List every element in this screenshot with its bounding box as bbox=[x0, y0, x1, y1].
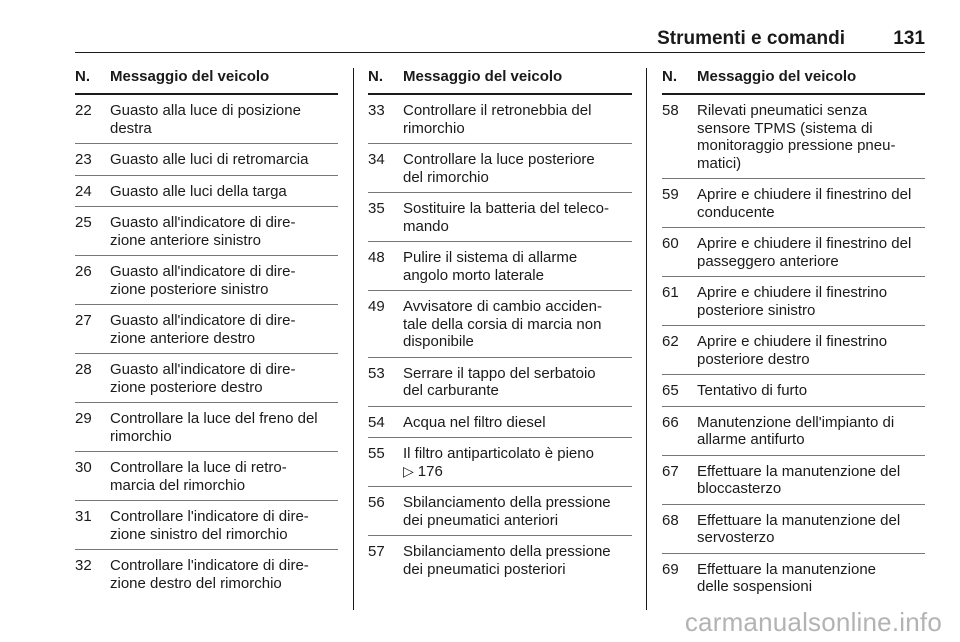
message-number: 34 bbox=[368, 151, 385, 168]
message-number: 53 bbox=[368, 364, 385, 382]
message-number: 22 bbox=[75, 102, 92, 119]
table-row bbox=[75, 256, 338, 305]
message-number: 23 bbox=[75, 151, 92, 168]
message-text bbox=[697, 463, 925, 498]
message-line: conducente bbox=[697, 203, 775, 221]
message-line: Guasto alla luce di posizione bbox=[110, 102, 301, 119]
message-number: 58 bbox=[662, 102, 679, 119]
message-line: Sbilanciamento della pressione bbox=[403, 543, 611, 560]
table-row bbox=[75, 305, 338, 354]
message-text bbox=[403, 543, 632, 578]
message-number: 31 bbox=[75, 508, 92, 525]
message-line: Acqua nel filtro diesel bbox=[403, 413, 546, 431]
message-text bbox=[403, 414, 632, 432]
table-row bbox=[662, 277, 925, 326]
message-line: dei pneumatici anteriori bbox=[403, 511, 559, 529]
message-number: 66 bbox=[662, 413, 679, 431]
table-body bbox=[75, 95, 338, 598]
table-row bbox=[75, 452, 338, 501]
table-row bbox=[662, 95, 925, 179]
message-text bbox=[110, 361, 338, 396]
message-line: Controllare la luce del freno del bbox=[110, 410, 318, 427]
table-row bbox=[75, 207, 338, 256]
table-row bbox=[662, 326, 925, 375]
header-number: N. bbox=[75, 68, 90, 85]
message-line: Aprire e chiudere il finestrino bbox=[697, 333, 888, 350]
message-line: Controllare il retronebbia del bbox=[403, 102, 592, 119]
table-row bbox=[75, 144, 338, 176]
table-column-3 bbox=[662, 68, 925, 602]
table-row bbox=[368, 536, 632, 584]
table-row bbox=[368, 193, 632, 242]
message-text bbox=[697, 512, 925, 547]
table-header bbox=[662, 68, 925, 95]
table-row bbox=[368, 438, 632, 487]
message-text bbox=[110, 459, 338, 494]
message-text bbox=[110, 508, 338, 543]
table-row bbox=[368, 358, 632, 407]
message-text bbox=[110, 151, 338, 169]
table-row bbox=[662, 554, 925, 602]
message-line: Il filtro antiparticolato è pieno bbox=[403, 445, 594, 462]
header-number: N. bbox=[368, 68, 383, 85]
message-line: Aprire e chiudere il finestrino del bbox=[697, 186, 912, 203]
message-text bbox=[697, 414, 925, 449]
message-text bbox=[697, 284, 925, 319]
table-row bbox=[368, 407, 632, 439]
message-text bbox=[403, 102, 632, 137]
message-text bbox=[110, 263, 338, 298]
message-number: 60 bbox=[662, 235, 679, 252]
message-line: zione posteriore sinistro bbox=[110, 280, 269, 298]
message-text bbox=[697, 333, 925, 368]
message-number: 57 bbox=[368, 543, 385, 560]
message-text bbox=[697, 561, 925, 596]
message-line: Tentativo di furto bbox=[697, 382, 808, 399]
message-line: bloccasterzo bbox=[697, 480, 782, 497]
message-line: passeggero anteriore bbox=[697, 252, 839, 270]
page-number: 131 bbox=[893, 28, 925, 49]
column-divider bbox=[353, 68, 354, 610]
table-row bbox=[662, 228, 925, 277]
table-row bbox=[662, 407, 925, 456]
page-reference-link[interactable] bbox=[403, 463, 632, 481]
table-row bbox=[75, 95, 338, 144]
message-line: del rimorchio bbox=[403, 168, 489, 186]
message-line: del carburante bbox=[403, 382, 499, 399]
table-body bbox=[368, 95, 632, 584]
message-text bbox=[110, 557, 338, 592]
message-line: Manutenzione dell'impianto di bbox=[697, 413, 895, 431]
message-number: 25 bbox=[75, 214, 92, 231]
message-line: servosterzo bbox=[697, 529, 775, 546]
message-line: monitoraggio pressione pneu- bbox=[697, 137, 896, 154]
message-number: 30 bbox=[75, 459, 92, 476]
message-text bbox=[697, 382, 925, 400]
message-number: 26 bbox=[75, 263, 92, 280]
message-line: posteriore destro bbox=[697, 350, 810, 368]
watermark: carmanualsonline.info bbox=[684, 607, 942, 637]
message-number: 27 bbox=[75, 312, 92, 329]
message-number: 48 bbox=[368, 249, 385, 266]
message-line: matici) bbox=[697, 154, 742, 172]
message-line: Rilevati pneumatici senza bbox=[697, 102, 868, 119]
message-text bbox=[403, 298, 632, 351]
message-line: Effettuare la manutenzione bbox=[697, 560, 877, 578]
message-text bbox=[110, 183, 338, 201]
message-line: sensore TPMS (sistema di bbox=[697, 119, 873, 137]
message-line: tale della corsia di marcia non bbox=[403, 315, 602, 333]
message-text bbox=[403, 445, 632, 480]
message-line: Controllare la luce di retro- bbox=[110, 459, 287, 476]
page-reference-number: 176 bbox=[417, 462, 443, 480]
table-row bbox=[368, 95, 632, 144]
table-row bbox=[662, 456, 925, 505]
table-row bbox=[662, 179, 925, 228]
table-row bbox=[75, 354, 338, 403]
section-title: Strumenti e comandi bbox=[657, 28, 845, 49]
message-text bbox=[403, 151, 632, 186]
message-text bbox=[110, 410, 338, 445]
message-line: zione sinistro del rimorchio bbox=[110, 525, 288, 543]
message-number: 55 bbox=[368, 445, 385, 462]
message-line: Aprire e chiudere il finestrino del bbox=[697, 235, 912, 252]
table-body bbox=[662, 95, 925, 602]
table-row bbox=[368, 291, 632, 358]
table-column-2 bbox=[368, 68, 632, 584]
message-number: 69 bbox=[662, 560, 679, 578]
header-number: N. bbox=[662, 68, 677, 85]
message-line: Serrare il tappo del serbatoio bbox=[403, 364, 596, 382]
table-row bbox=[75, 501, 338, 550]
message-text bbox=[697, 235, 925, 270]
message-number: 35 bbox=[368, 200, 385, 217]
column-divider bbox=[646, 68, 647, 610]
message-line: Effettuare la manutenzione del bbox=[697, 511, 901, 529]
message-line: rimorchio bbox=[110, 427, 172, 445]
message-text bbox=[403, 365, 632, 400]
message-text bbox=[403, 249, 632, 284]
message-number: 29 bbox=[75, 410, 92, 427]
message-line: zione anteriore sinistro bbox=[110, 231, 261, 249]
message-number: 59 bbox=[662, 186, 679, 203]
message-line: Pulire il sistema di allarme bbox=[403, 249, 578, 266]
message-line: Guasto all'indicatore di dire- bbox=[110, 263, 296, 280]
message-line: Effettuare la manutenzione del bbox=[697, 462, 901, 480]
message-line: Avvisatore di cambio acciden- bbox=[403, 298, 602, 315]
table-header bbox=[75, 68, 338, 95]
message-line: zione anteriore destro bbox=[110, 329, 256, 347]
message-line: Controllare l'indicatore di dire- bbox=[110, 557, 309, 574]
message-number: 67 bbox=[662, 462, 679, 480]
table-row bbox=[662, 505, 925, 554]
table-row bbox=[75, 550, 338, 598]
message-line: mando bbox=[403, 217, 449, 235]
message-line: Aprire e chiudere il finestrino bbox=[697, 284, 888, 301]
message-number: 28 bbox=[75, 361, 92, 378]
message-line: Guasto all'indicatore di dire- bbox=[110, 214, 296, 231]
message-line: angolo morto laterale bbox=[403, 266, 544, 284]
table-row bbox=[368, 242, 632, 291]
message-text bbox=[697, 186, 925, 221]
message-line: Controllare l'indicatore di dire- bbox=[110, 508, 309, 525]
message-text bbox=[110, 102, 338, 137]
message-number: 49 bbox=[368, 298, 385, 315]
message-line: Guasto all'indicatore di dire- bbox=[110, 361, 296, 378]
message-number: 54 bbox=[368, 413, 385, 431]
table-column-1 bbox=[75, 68, 338, 598]
page-reference-icon: ▷ bbox=[403, 462, 414, 479]
table-row bbox=[368, 144, 632, 193]
message-number: 65 bbox=[662, 382, 679, 399]
message-number: 24 bbox=[75, 182, 92, 200]
message-number: 61 bbox=[662, 284, 679, 301]
message-line: Guasto alle luci di retromarcia bbox=[110, 151, 309, 168]
message-line: Controllare la luce posteriore bbox=[403, 151, 595, 168]
message-number: 68 bbox=[662, 511, 679, 529]
message-number: 56 bbox=[368, 494, 385, 511]
message-line: zione destro del rimorchio bbox=[110, 574, 282, 592]
header-message: Messaggio del veicolo bbox=[697, 68, 857, 85]
message-line: disponibile bbox=[403, 333, 474, 350]
message-line: Guasto alle luci della targa bbox=[110, 182, 287, 200]
table-row bbox=[75, 403, 338, 452]
message-line: delle sospensioni bbox=[697, 578, 813, 595]
message-line: marcia del rimorchio bbox=[110, 476, 246, 494]
table-row bbox=[368, 487, 632, 536]
message-line: dei pneumatici posteriori bbox=[403, 560, 566, 578]
message-text bbox=[110, 312, 338, 347]
message-number: 62 bbox=[662, 333, 679, 350]
message-line: posteriore sinistro bbox=[697, 301, 816, 319]
message-text bbox=[697, 102, 925, 172]
message-line: rimorchio bbox=[403, 119, 465, 137]
page-header bbox=[75, 24, 925, 53]
message-text bbox=[110, 214, 338, 249]
header-message: Messaggio del veicolo bbox=[110, 68, 270, 85]
table-row bbox=[75, 176, 338, 208]
header-message: Messaggio del veicolo bbox=[403, 68, 563, 85]
message-number: 33 bbox=[368, 102, 385, 119]
message-text bbox=[403, 494, 632, 529]
message-line: zione posteriore destro bbox=[110, 378, 263, 396]
message-line: allarme antifurto bbox=[697, 431, 805, 448]
message-number: 32 bbox=[75, 557, 92, 574]
message-line: destra bbox=[110, 119, 152, 137]
message-line: Guasto all'indicatore di dire- bbox=[110, 312, 296, 329]
table-header bbox=[368, 68, 632, 95]
message-line: Sostituire la batteria del teleco- bbox=[403, 200, 609, 217]
table-row bbox=[662, 375, 925, 407]
message-text bbox=[403, 200, 632, 235]
message-line: Sbilanciamento della pressione bbox=[403, 494, 611, 511]
